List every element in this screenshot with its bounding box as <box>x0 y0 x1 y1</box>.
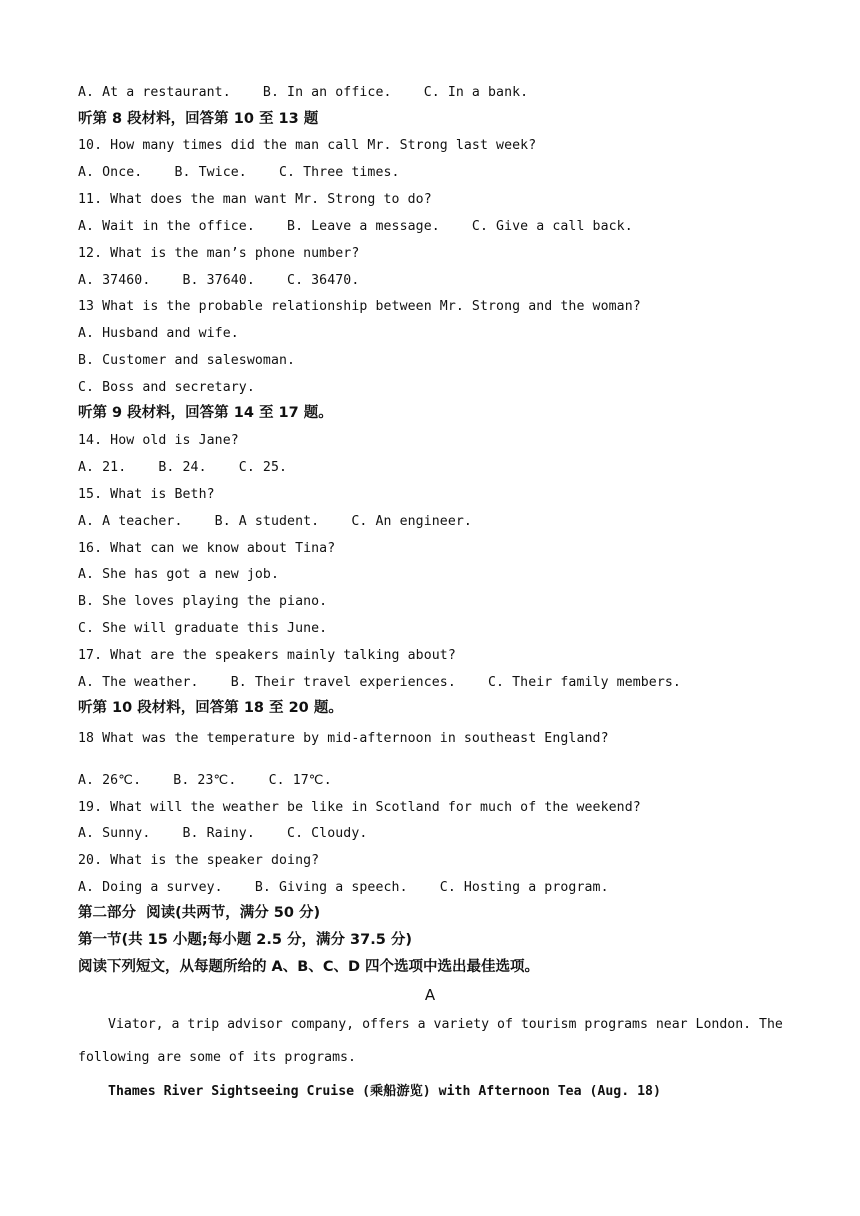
q13-option-c: C. Boss and secretary. <box>78 380 255 395</box>
q13-option-a: A. Husband and wife. <box>78 326 239 341</box>
q9-options: A. At a restaurant. B. In an office. C. In a bank. <box>78 85 529 100</box>
q16-option-c: C. She will graduate this June. <box>78 621 328 636</box>
q10-options: A. Once. B. Twice. C. Three times. <box>78 165 400 180</box>
question-16: 16. What can we know about Tina? <box>78 541 336 556</box>
q11-options: A. Wait in the office. B. Leave a message. C. Give a call back. <box>78 219 633 234</box>
question-11: 11. What does the man want Mr. Strong to do? <box>78 192 432 207</box>
program-title: Thames River Sightseeing Cruise (乘船游览) with Afternoon Tea (Aug. 18) <box>108 1084 661 1099</box>
section-one-heading: 第一节(共 15 小题;每小题 2.5 分，满分 37.5 分) <box>78 932 412 948</box>
q19-options: A. Sunny. B. Rainy. C. Cloudy. <box>78 826 368 841</box>
q13-option-b: B. Customer and saleswoman. <box>78 353 296 368</box>
question-15: 15. What is Beth? <box>78 487 215 502</box>
q17-options: A. The weather. B. Their travel experiences. C. Their family members. <box>78 675 681 690</box>
question-20: 20. What is the speaker doing? <box>78 853 320 868</box>
section-heading-9: 听第 9 段材料，回答第 14 至 17 题。 <box>78 405 333 421</box>
question-18: 18 What was the temperature by mid-afternoon in southeast England? <box>78 731 609 746</box>
passage-line-1: Viator, a trip advisor company, offers a variety of tourism programs near London. The <box>108 1017 783 1032</box>
question-14: 14. How old is Jane? <box>78 433 239 448</box>
question-12: 12. What is the man’s phone number? <box>78 246 360 261</box>
q18-options: A. 26℃. B. 23℃. C. 17℃. <box>78 773 332 788</box>
part-two-heading: 第二部分 阅读(共两节，满分 50 分) <box>78 905 321 921</box>
q15-options: A. A teacher. B. A student. C. An engineer. <box>78 514 472 529</box>
section-heading-8: 听第 8 段材料，回答第 10 至 13 题 <box>78 111 319 127</box>
question-17: 17. What are the speakers mainly talking about? <box>78 648 456 663</box>
section-heading-10: 听第 10 段材料，回答第 18 至 20 题。 <box>78 700 343 716</box>
passage-line-2: following are some of its programs. <box>78 1050 356 1065</box>
q16-option-a: A. She has got a new job. <box>78 567 279 582</box>
q20-options: A. Doing a survey. B. Giving a speech. C. Hosting a program. <box>78 880 609 895</box>
question-10: 10. How many times did the man call Mr. Strong last week? <box>78 138 537 153</box>
q14-options: A. 21. B. 24. C. 25. <box>78 460 288 475</box>
q12-options: A. 37460. B. 37640. C. 36470. <box>78 273 360 288</box>
question-19: 19. What will the weather be like in Scotland for much of the weekend? <box>78 800 641 815</box>
question-13: 13 What is the probable relationship between Mr. Strong and the woman? <box>78 299 641 314</box>
q16-option-b: B. She loves playing the piano. <box>78 594 328 609</box>
reading-instruction: 阅读下列短文，从每题所给的 A、B、C、D 四个选项中选出最佳选项。 <box>78 959 540 975</box>
passage-label: A <box>424 986 436 1004</box>
